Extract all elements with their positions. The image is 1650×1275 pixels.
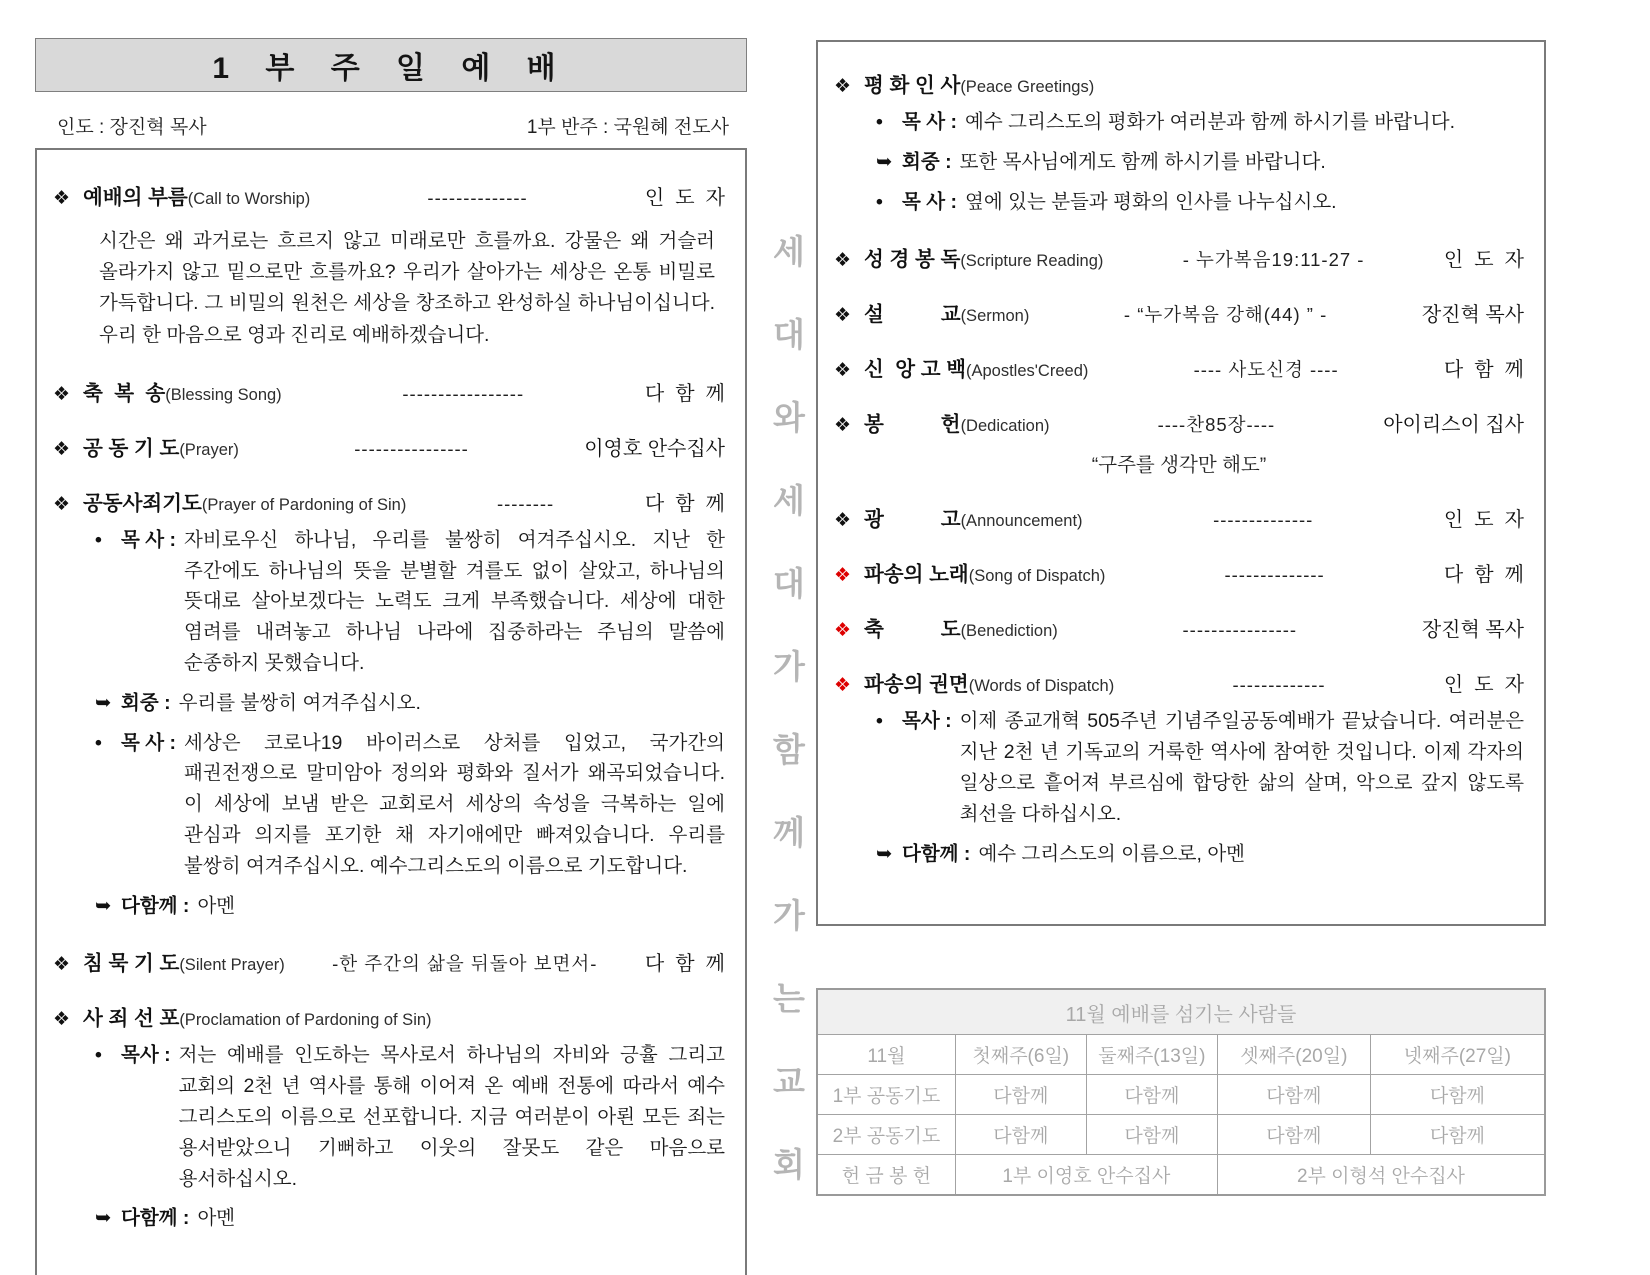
first-service-order-box <box>35 148 747 1275</box>
item-annotation: ----찬85장---- <box>1157 414 1276 436</box>
motto-char: 대 <box>773 316 805 353</box>
motto-char: 와 <box>773 399 805 436</box>
item-performer: 다 함 께 <box>644 953 725 976</box>
item-performer: 다 함 께 <box>1443 359 1524 382</box>
item-annotation: ---- 사도신경 ---- <box>1193 359 1339 381</box>
speech-text: 우리를 불쌍히 여겨주십시오. <box>178 691 421 714</box>
motto-char: 가 <box>773 897 805 934</box>
diamond-icon: ❖ <box>53 1009 71 1031</box>
item-performer: 다 함 께 <box>644 382 725 405</box>
item-title-ko: 공동사죄기도 <box>83 491 202 515</box>
speech-text: 아멘 <box>197 1207 236 1230</box>
dialog-line <box>876 187 1524 218</box>
table-cell: 다함께 <box>1086 1115 1217 1155</box>
service-item <box>834 667 1524 869</box>
page-title: 1 부 주 일 예 배 <box>212 52 570 85</box>
dialog-line <box>95 1203 725 1234</box>
table-title-row <box>817 989 1545 1035</box>
item-annotation: - 누가복음19:11-27 - <box>1182 249 1365 271</box>
motto-char: 는 <box>773 980 805 1017</box>
service-item <box>53 180 725 351</box>
bullet-icon: • <box>876 190 883 213</box>
arrow-icon: ➥ <box>95 691 112 714</box>
bullet-icon: • <box>876 111 883 133</box>
hymn-title-note: “구주를 생각만 해도” <box>1091 454 1267 477</box>
table-cell: 2부 공동기도 <box>817 1115 955 1155</box>
vertical-motto <box>764 226 814 1186</box>
table-cell: 다함께 <box>1370 1075 1545 1115</box>
item-performer: 인 도 자 <box>1443 509 1524 532</box>
speech-text: 자비로우신 하나님, 우리를 불쌍히 여겨주십시오. 지난 한 주간에도 하나님의 뜻을 분별할 겨를도 없이 살았고, 하나님의 뜻대로 살아보겠다는 노력도 크게 부족했습니다. 세상에 대한 염려를 내려놓고 하나님 나라에 집중하라는 주님의 말씀에 순종하지 못했습니다. <box>184 528 725 674</box>
item-annotation: - “누가복음 강해(44) ” - <box>1123 304 1328 326</box>
speaker-label: 목 사 : <box>902 111 958 133</box>
arrow-icon: ➥ <box>95 1207 112 1230</box>
item-performer: 인 도 자 <box>1443 674 1524 697</box>
diamond-icon: ❖ <box>834 565 852 587</box>
leader-row <box>35 112 747 139</box>
item-annotation: ------------- <box>1232 674 1326 696</box>
service-item <box>53 1001 725 1234</box>
diamond-icon: ❖ <box>834 415 852 437</box>
table-title: 11월 예배를 섬기는 사람들 <box>817 989 1545 1035</box>
item-title-en: (Silent Prayer) <box>179 956 285 975</box>
item-annotation: -------------- <box>427 187 528 208</box>
speech-text: 예수 그리스도의 평화가 여러분과 함께 하시기를 바랍니다. <box>965 111 1456 133</box>
table-footer-cell: 2부 이형석 안수집사 <box>1217 1155 1545 1196</box>
service-item <box>834 612 1524 642</box>
dialog-line <box>876 839 1524 870</box>
table-row <box>817 1115 1545 1155</box>
diamond-icon: ❖ <box>53 438 71 460</box>
motto-char: 회 <box>773 1146 805 1183</box>
motto-char: 세 <box>773 482 805 519</box>
service-item-line <box>834 407 1524 437</box>
table-header-row <box>817 1035 1545 1075</box>
item-annotation: ---------------- <box>1182 619 1298 641</box>
item-title-en: (Prayer of Pardoning of Sin) <box>201 495 407 514</box>
service-order-continued-box <box>816 40 1546 926</box>
diamond-icon: ❖ <box>834 675 852 697</box>
item-title-en: (Call to Worship) <box>187 190 311 208</box>
serving-schedule-table <box>816 988 1546 1196</box>
item-title-ko: 신 앙 고 백 <box>864 358 966 382</box>
item-title-ko: 사 죄 선 포 <box>83 1007 180 1031</box>
item-performer: 다 함 께 <box>1443 564 1524 587</box>
service-item <box>53 431 725 461</box>
diamond-icon: ❖ <box>53 493 71 515</box>
motto-char: 세 <box>773 233 805 270</box>
service-title-bar <box>35 38 747 92</box>
item-paragraph: 시간은 왜 과거로는 흐르지 않고 미래로만 흐를까요. 강물은 왜 거슬러 올라가지 않고 밑으로만 흐를까요? 우리가 살아가는 세상은 온통 비밀로 가득합니다. 그 비밀의 원천은 세상을 창조하고 완성하실 하나님이십니다. 우리 한 마음으로 영과 진리로 예배하겠습니다. <box>99 230 715 346</box>
table-cell: 다함께 <box>1370 1115 1545 1155</box>
item-performer: 장진혁 목사 <box>1421 304 1524 327</box>
service-item-line <box>53 180 725 210</box>
item-title-en: (Peace Greetings) <box>960 78 1095 96</box>
diamond-icon: ❖ <box>53 383 71 405</box>
dialog-line <box>95 525 725 679</box>
dialog-line <box>876 147 1524 178</box>
service-item-line <box>53 486 725 516</box>
motto-char: 함 <box>773 731 805 768</box>
service-item-line <box>834 612 1524 642</box>
item-title-ko: 설 교 <box>864 303 961 327</box>
item-annotation: -한 주간의 삶을 뒤돌아 보면서- <box>332 953 598 975</box>
item-title-ko: 봉 헌 <box>864 413 961 437</box>
service-item-line <box>834 667 1524 697</box>
speaker-label: 다함께 : <box>121 894 190 917</box>
item-title-en: (Blessing Song) <box>165 385 282 404</box>
diamond-icon: ❖ <box>834 250 852 272</box>
item-title-en: (Sermon) <box>960 307 1030 326</box>
service-leader: 인도 : 장진혁 목사 <box>57 117 207 138</box>
service-item <box>53 486 725 922</box>
speech-text: 이제 종교개혁 505주년 기념주일공동예배가 끝났습니다. 여러분은 지난 2천 년 기독교의 거룩한 역사에 참여한 것입니다. 이제 각자의 일상으로 흩어져 부르심에 합당한 삶의 살며, 악으로 갚지 않도록 최선을 다하십시오. <box>959 710 1524 825</box>
item-title-en: (Dedication) <box>960 417 1050 436</box>
speech-text: 세상은 코로나19 바이러스로 상처를 입었고, 국가간의 패권전쟁으로 말미암아 정의와 평화와 질서가 왜곡되었습니다. 이 세상에 보냄 받은 교회로서 세상의 속성을 극복하는 일에 관심과 의지를 포기한 채 자기애에만 빠져있습니다. 우리를 불쌍히 여겨주십시오. 예수그리스도의 이름으로 기도합니다. <box>184 731 725 877</box>
speaker-label: 다함께 : <box>121 1207 190 1230</box>
service-item-line <box>834 68 1524 98</box>
service-item-line <box>834 352 1524 382</box>
table-header-cell: 넷째주(27일) <box>1370 1035 1545 1075</box>
service-item <box>834 557 1524 587</box>
table-cell: 1부 공동기도 <box>817 1075 955 1115</box>
dialog-line <box>95 728 725 882</box>
item-title-en: (Benediction) <box>960 622 1058 641</box>
item-title-ko: 광 고 <box>864 508 961 532</box>
table-footer-cell: 1부 이영호 안수집사 <box>955 1155 1217 1196</box>
dialog-line <box>95 891 725 922</box>
table-cell: 다함께 <box>1217 1075 1370 1115</box>
table-cell: 다함께 <box>955 1115 1086 1155</box>
item-annotation: ----------------- <box>402 382 525 404</box>
speaker-label: 회중 : <box>902 150 952 173</box>
item-title-ko: 파송의 노래 <box>864 563 969 587</box>
table-footer-row <box>817 1155 1545 1196</box>
item-title-en: (Words of Dispatch) <box>968 677 1115 696</box>
motto-char: 교 <box>773 1063 805 1100</box>
table-cell: 다함께 <box>1217 1115 1370 1155</box>
table-row <box>817 1075 1545 1115</box>
diamond-icon: ❖ <box>834 305 852 327</box>
motto-char: 가 <box>773 648 805 685</box>
service-item-line <box>53 431 725 461</box>
table-footer-label: 헌 금 봉 헌 <box>817 1155 955 1196</box>
table-header-cell: 첫째주(6일) <box>955 1035 1086 1075</box>
dialog-line <box>876 706 1524 829</box>
diamond-icon: ❖ <box>53 954 71 976</box>
item-performer: 다 함 께 <box>644 492 725 515</box>
table-cell: 다함께 <box>1086 1075 1217 1115</box>
speaker-label: 목사 : <box>121 1044 171 1067</box>
item-title-en: (Prayer) <box>179 440 239 459</box>
item-annotation: -------------- <box>1213 509 1314 531</box>
item-title-ko: 축 복 송 <box>83 381 166 405</box>
service-item-line <box>53 1001 725 1031</box>
bullet-icon: • <box>876 710 883 733</box>
speaker-label: 목사 : <box>902 710 952 733</box>
motto-char: 께 <box>773 814 805 851</box>
table-header-cell: 셋째주(20일) <box>1217 1035 1370 1075</box>
item-annotation: ---------------- <box>354 437 469 459</box>
item-title-ko: 평 화 인 사 <box>864 74 961 97</box>
arrow-icon: ➥ <box>876 842 893 865</box>
item-title-ko: 성 경 봉 독 <box>864 248 961 272</box>
speech-text: 예수 그리스도의 이름으로, 아멘 <box>978 842 1245 865</box>
item-title-ko: 파송의 권면 <box>864 673 969 697</box>
service-item <box>834 352 1524 382</box>
service-item-line <box>834 557 1524 587</box>
diamond-icon: ❖ <box>834 620 852 642</box>
item-performer: 아이리스이 집사 <box>1383 414 1524 437</box>
item-performer: 장진혁 목사 <box>1421 619 1524 642</box>
bullet-icon: • <box>95 1044 102 1067</box>
item-performer: 인 도 자 <box>644 187 725 209</box>
item-title-ko: 공 동 기 도 <box>83 436 180 460</box>
service-item <box>53 946 725 976</box>
service-item-line <box>834 502 1524 532</box>
diamond-icon: ❖ <box>53 188 71 209</box>
diamond-icon: ❖ <box>834 76 852 97</box>
item-title-en: (Proclamation of Pardoning of Sin) <box>179 1011 432 1030</box>
speech-text: 저는 예배를 인도하는 목사로서 하나님의 자비와 긍휼 그리고 교회의 2천 년 역사를 통해 이어져 온 예배 전통에 따라서 예수 그리스도의 이름으로 선포합니다. 지금 여러분이 아뢴 모든 죄는 용서받았으니 기뻐하고 이웃의 잘못도 같은 마음으로 용서하십시오. <box>178 1044 725 1190</box>
item-performer: 인 도 자 <box>1443 249 1524 272</box>
item-title-en: (Scripture Reading) <box>960 252 1104 271</box>
diamond-icon: ❖ <box>834 360 852 382</box>
service-item-line <box>834 242 1524 272</box>
service-item-line <box>53 376 725 406</box>
service-item <box>834 407 1524 477</box>
service-accompanist: 1부 반주 : 국원혜 전도사 <box>526 117 729 138</box>
item-title-ko: 축 도 <box>864 618 961 642</box>
speaker-label: 회중 : <box>121 691 171 714</box>
speaker-label: 목 사 : <box>121 731 177 754</box>
speaker-label: 목 사 : <box>121 528 177 551</box>
speaker-label: 다함께 : <box>902 842 971 865</box>
table-cell: 다함께 <box>955 1075 1086 1115</box>
service-item-line <box>834 297 1524 327</box>
arrow-icon: ➥ <box>95 894 112 917</box>
item-title-ko: 침 묵 기 도 <box>83 952 180 976</box>
item-performer: 이영호 안수집사 <box>584 437 725 460</box>
item-annotation: -------- <box>496 492 555 514</box>
dialog-line <box>876 107 1524 138</box>
service-item-line <box>53 946 725 976</box>
dialog-line <box>95 688 725 719</box>
bullet-icon: • <box>95 731 102 754</box>
service-item <box>834 297 1524 327</box>
service-item <box>834 242 1524 272</box>
arrow-icon: ➥ <box>876 150 893 173</box>
motto-char: 대 <box>773 565 805 602</box>
item-title-en: (Announcement) <box>960 512 1083 531</box>
dialog-line <box>95 1040 725 1194</box>
item-title-en: (Apostles'Creed) <box>966 362 1089 381</box>
service-item <box>834 502 1524 532</box>
item-title-ko: 예배의 부름 <box>83 186 188 209</box>
speech-text: 옆에 있는 분들과 평화의 인사를 나누십시오. <box>965 190 1337 213</box>
diamond-icon: ❖ <box>834 510 852 532</box>
table-header-cell: 둘째주(13일) <box>1086 1035 1217 1075</box>
service-item <box>53 376 725 406</box>
speech-text: 또한 목사님에게도 함께 하시기를 바랍니다. <box>959 150 1326 173</box>
service-item <box>834 68 1524 217</box>
speaker-label: 목 사 : <box>902 190 958 213</box>
item-title-en: (Song of Dispatch) <box>968 567 1106 586</box>
speech-text: 아멘 <box>197 894 236 917</box>
item-annotation: -------------- <box>1224 564 1325 586</box>
bullet-icon: • <box>95 528 102 551</box>
table-header-cell: 11월 <box>817 1035 955 1075</box>
